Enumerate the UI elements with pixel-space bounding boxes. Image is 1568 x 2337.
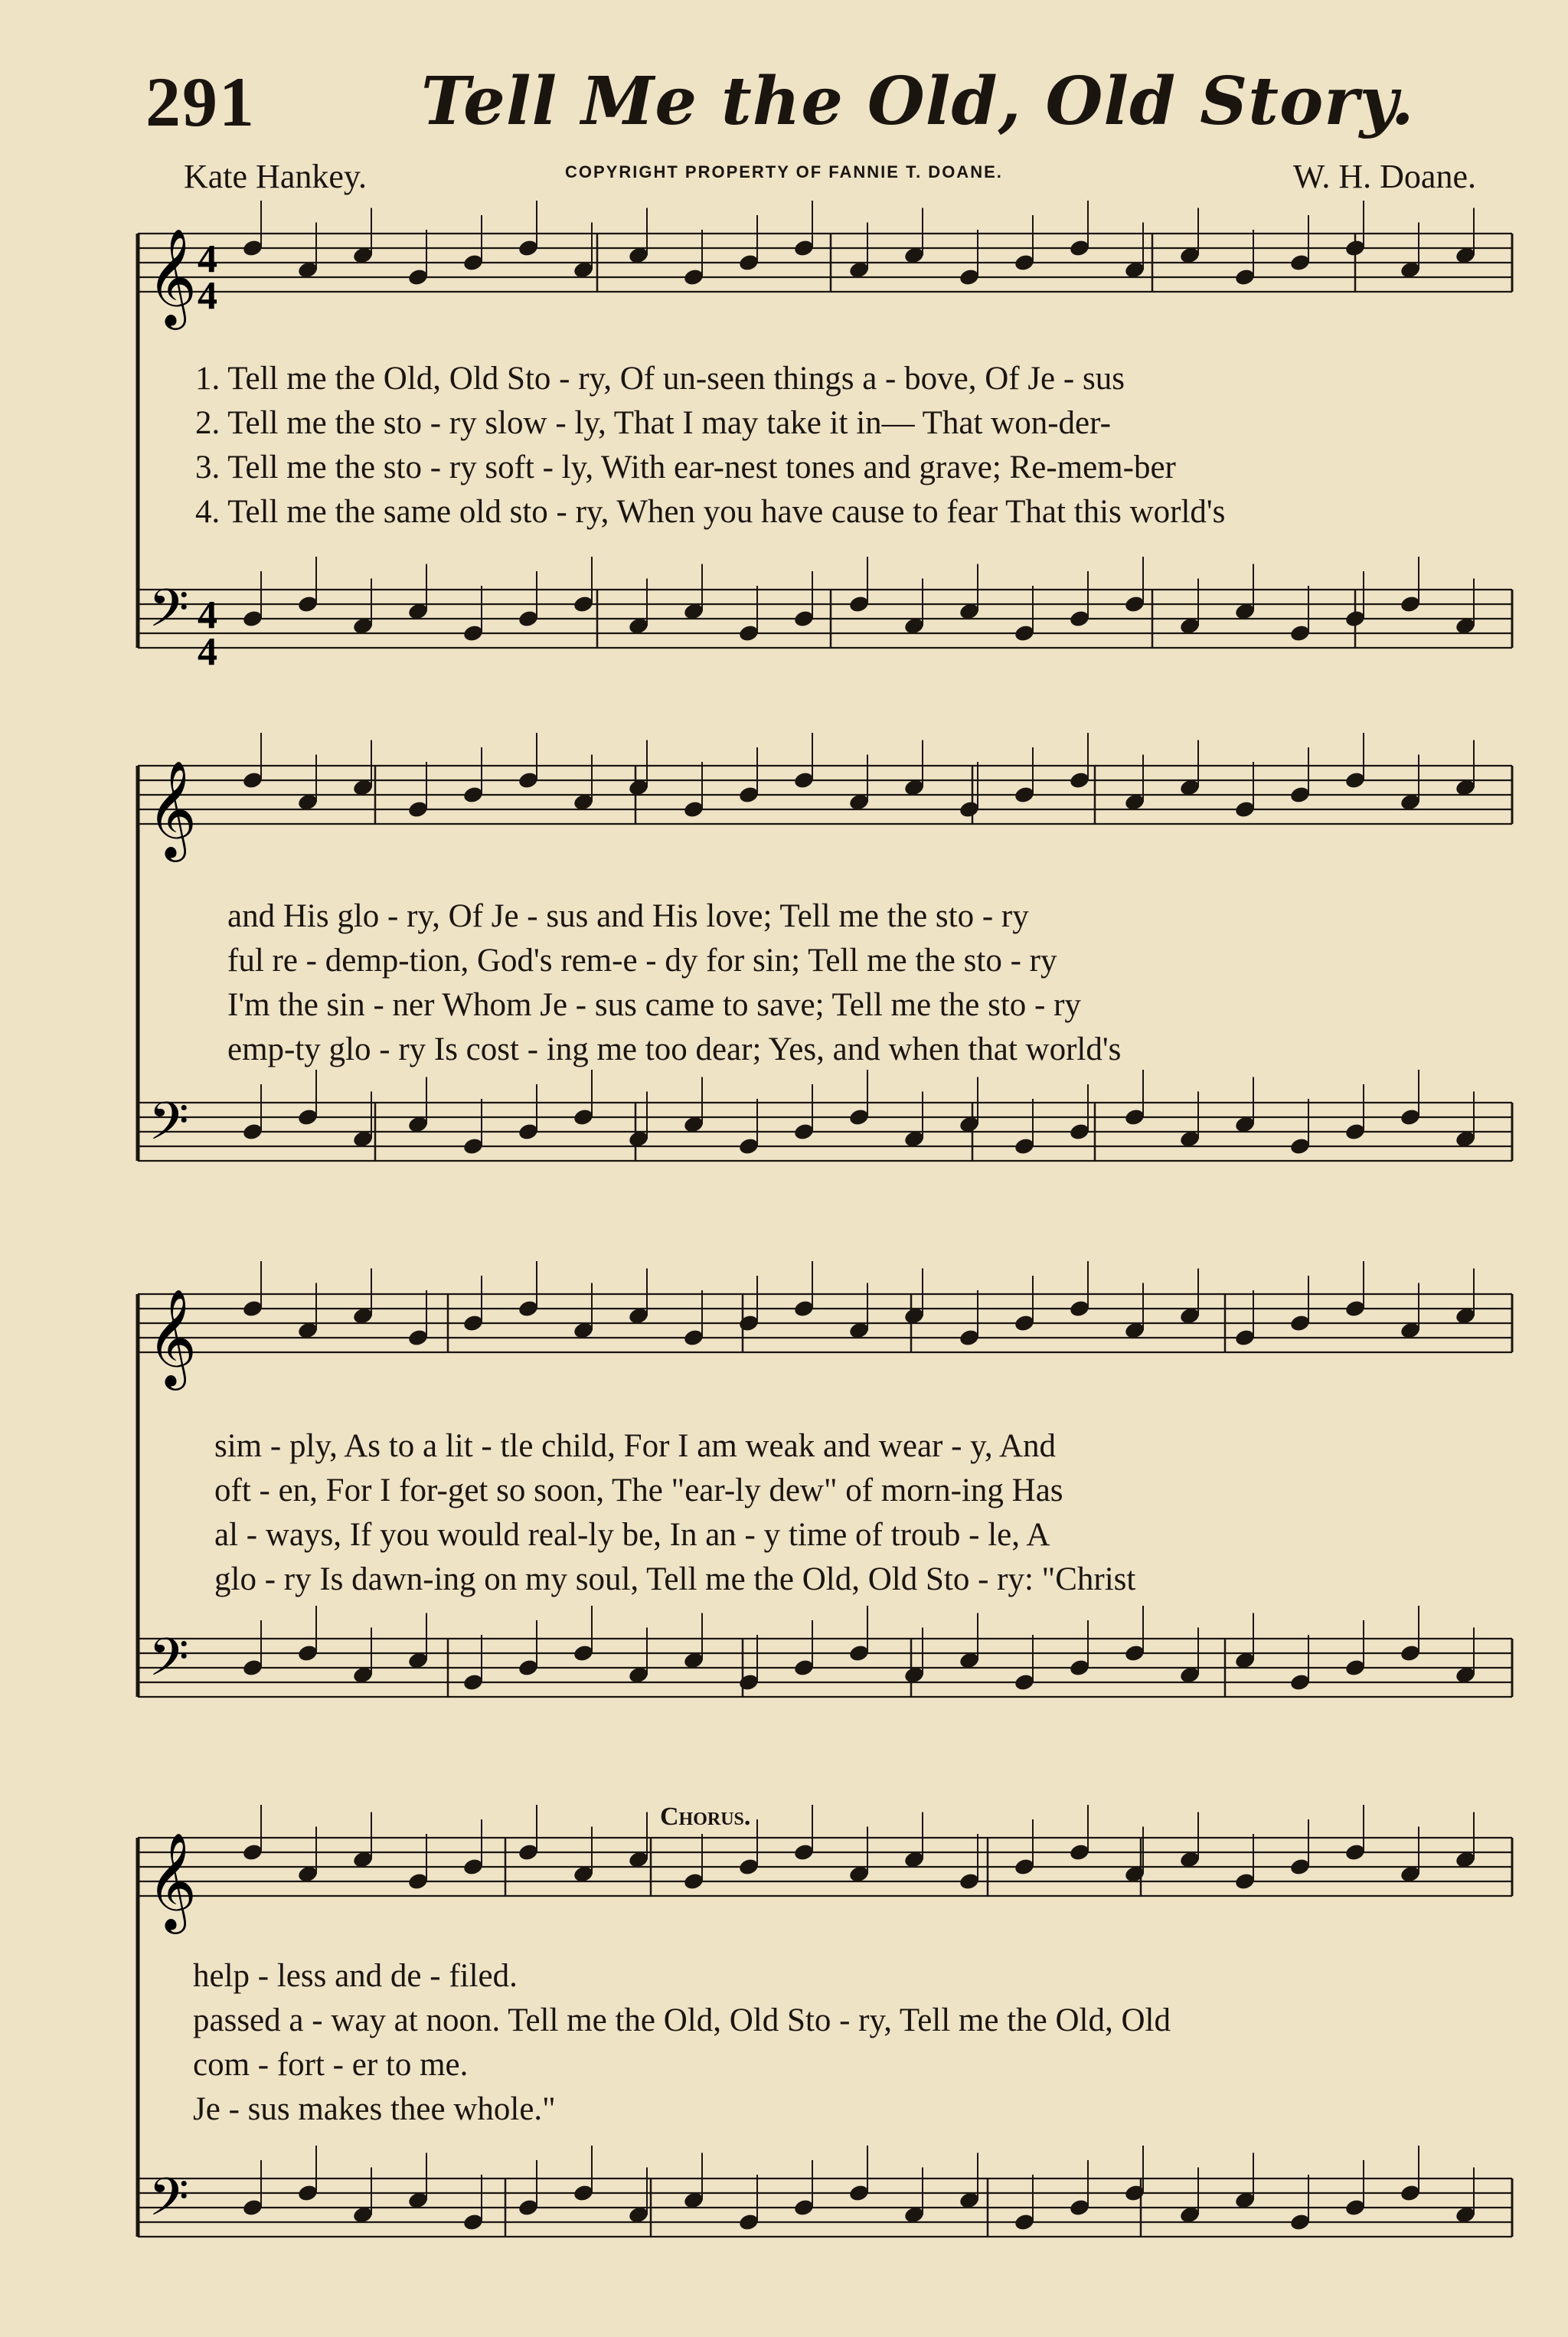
- treble-clef-icon: 𝄞: [147, 227, 198, 325]
- lyric-line: and His glo - ry, Of Je - sus and His love; Tell me the sto - ry: [227, 898, 1029, 934]
- hymn-number: 291: [145, 63, 256, 141]
- lyric-line: help - less and de - filed.: [193, 1958, 518, 1994]
- lyric-line: sim - ply, As to a lit - tle child, For I am weak and wear - y, And: [214, 1428, 1057, 1464]
- time-signature-top-treble: 4: [198, 237, 217, 281]
- time-signature-bottom-treble: 4: [198, 274, 217, 318]
- bass-clef-icon: 𝄢: [149, 579, 189, 652]
- copyright-notice: COPYRIGHT PROPERTY OF FANNIE T. DOANE.: [565, 162, 1003, 181]
- lyric-line: passed a - way at noon. Tell me the Old, Old Sto - ry, Tell me the Old, Old: [193, 2002, 1171, 2038]
- lyric-line: emp-ty glo - ry Is cost - ing me too dear; Yes, and when that world's: [227, 1031, 1122, 1067]
- composer-credit: W. H. Doane.: [1292, 158, 1476, 195]
- lyric-line: 1. Tell me the Old, Old Sto - ry, Of un-seen things a - bove, Of Je - sus: [195, 361, 1125, 397]
- lyric-line: al - ways, If you would real-ly be, In an - y time of troub - le, A: [214, 1517, 1050, 1553]
- time-signature-bottom-bass: 4: [198, 630, 217, 674]
- lyric-line: ful re - demp-tion, God's rem-e - dy for sin; Tell me the sto - ry: [227, 943, 1057, 979]
- lyric-line: glo - ry Is dawn-ing on my soul, Tell me the Old, Old Sto - ry: "Christ: [214, 1561, 1136, 1597]
- bass-clef-icon: 𝄢: [149, 1092, 189, 1165]
- lyric-line: 2. Tell me the sto - ry slow - ly, That I may take it in— That won-der-: [195, 405, 1111, 441]
- author-credit: Kate Hankey.: [184, 158, 368, 195]
- chorus-label: Chorus.: [660, 1803, 751, 1831]
- bass-clef-icon: 𝄢: [149, 1628, 189, 1701]
- time-signature-top-bass: 4: [198, 593, 217, 637]
- treble-clef-icon: 𝄞: [147, 1832, 198, 1930]
- lyric-line: Je - sus makes thee whole.": [193, 2091, 556, 2127]
- lyric-line: 4. Tell me the same old sto - ry, When you have cause to fear That this world's: [195, 494, 1226, 530]
- treble-clef-icon: 𝄞: [147, 760, 198, 858]
- lyric-line: 3. Tell me the sto - ry soft - ly, With ear-nest tones and grave; Re-mem-ber: [195, 449, 1176, 485]
- treble-clef-icon: 𝄞: [147, 1288, 198, 1386]
- lyric-line: com - fort - er to me.: [193, 2047, 469, 2083]
- hymn-title: Tell Me the Old, Old Story.: [421, 63, 1415, 140]
- lyric-line: oft - en, For I for-get so soon, The "ear-ly dew" of morn-ing Has: [214, 1472, 1063, 1508]
- lyric-line: I'm the sin - ner Whom Je - sus came to save; Tell me the sto - ry: [227, 987, 1081, 1023]
- bass-clef-icon: 𝄢: [149, 2168, 189, 2241]
